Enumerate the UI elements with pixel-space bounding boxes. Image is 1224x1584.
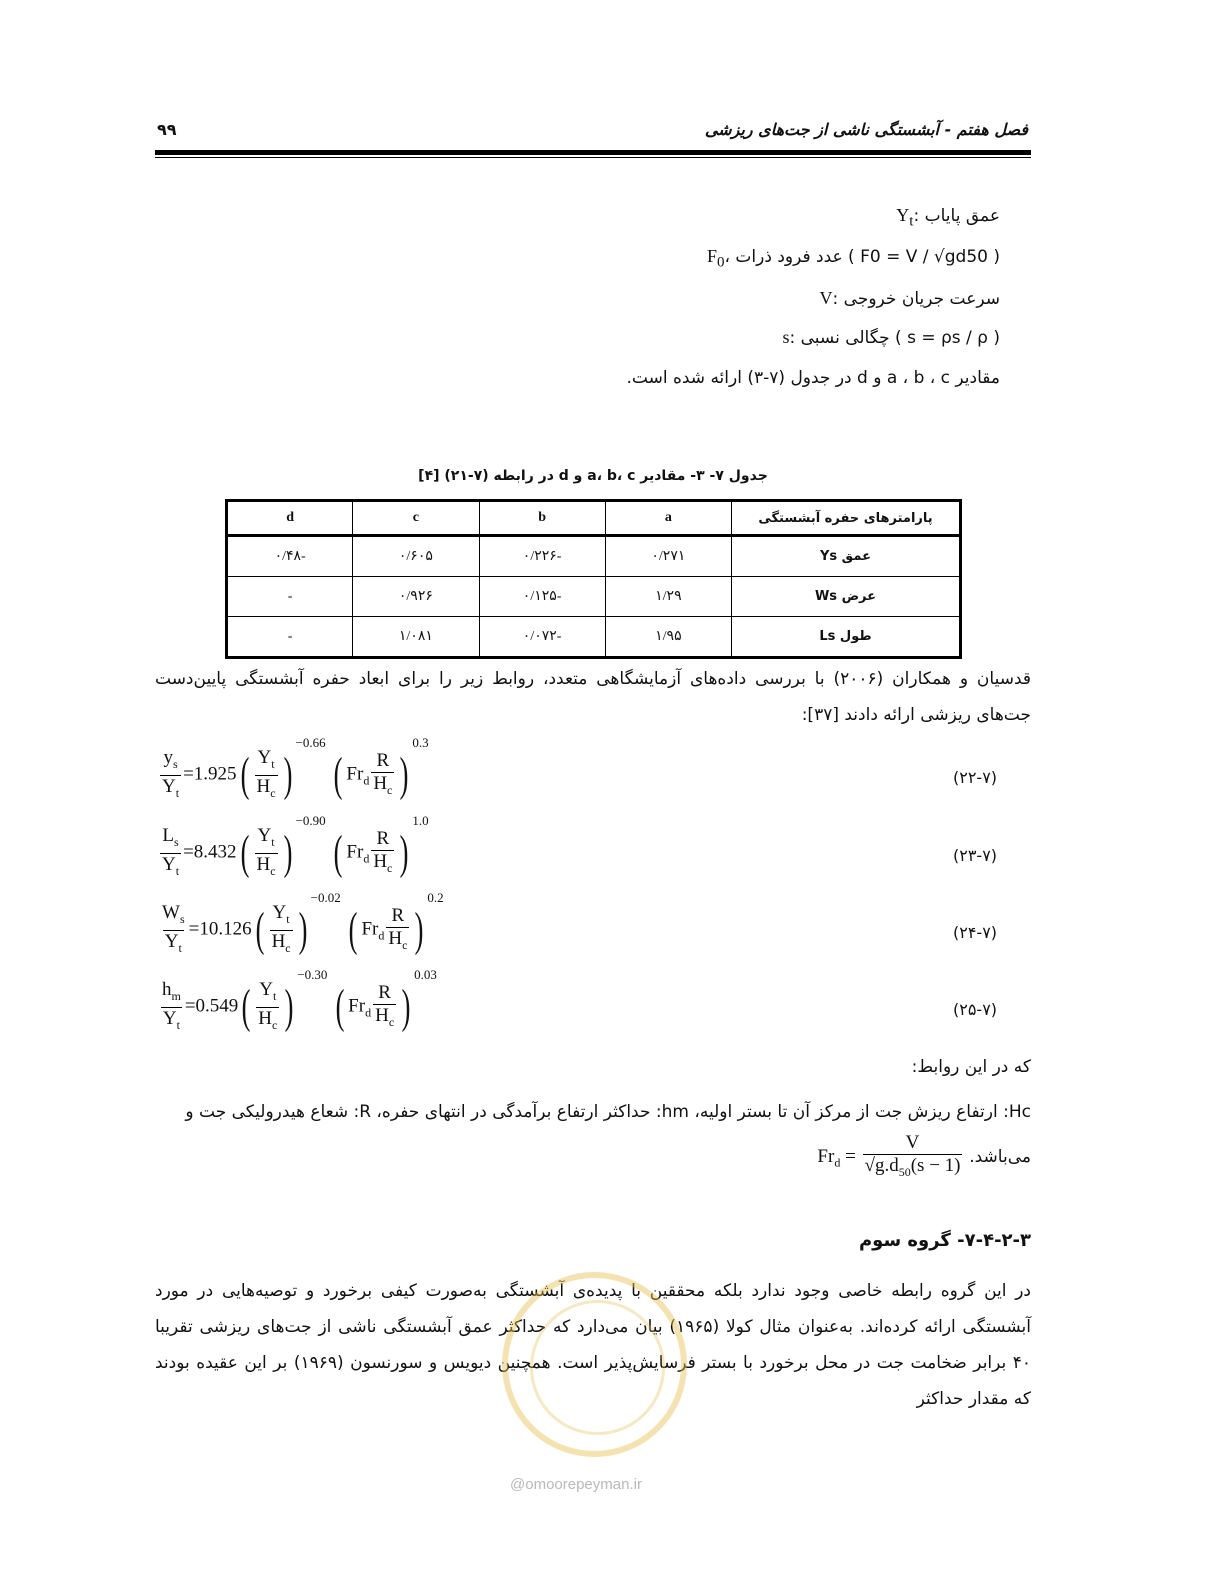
table-cell: - (227, 617, 353, 658)
table-row (227, 617, 961, 658)
header-rule-thick (155, 150, 1031, 155)
table-cell: ۰/۶۰۵ (353, 536, 479, 577)
table-row (227, 577, 961, 617)
table-row (227, 536, 961, 577)
page-number: ۹۹ (157, 120, 177, 139)
table-header-cell: پارامترهای حفره آبشستگی (732, 501, 961, 536)
paragraph-intro: قدسیان و همکاران (۲۰۰۶) با بررسی داده‌های آزمایشگاهی متعدد، روابط زیر را برای ابعاد حفره آبشستگی پایین‌دست جت‌های ریزشی ارائه دادند [۳۷]: (155, 669, 1031, 725)
table-cell: ۰/۲۷۱ (605, 536, 731, 577)
definition-f0: $F_0،$ عدد فرود ذرات ( F0 = V / √gd50 ) (707, 246, 1000, 271)
table-cell: ۱/۹۵ (605, 617, 731, 658)
equation-number: (۲۲-۷) (953, 768, 998, 787)
equation-number: (۲۴-۷) (953, 923, 998, 942)
table-cell: ۱/۰۸۱ (353, 617, 479, 658)
header-rule-thin (155, 157, 1031, 158)
watermark-url: @omoorepeyman.ir (510, 1476, 642, 1493)
paragraph-group3: در این گروه رابطه خاصی وجود ندارد بلکه محققین با پدیده‌ی آبشستگی به‌صورت کیفی برخورد و توصیه‌هایی در مورد آبشستگی ارائه کرده‌اند. به‌عنوان مثال کولا (۱۹۶۵) بیان می‌دارد که حداکثر عمق آبشستگی ناشی از جت‌های ریزشی تقریبا ۴۰ برابر ضخامت جت در محل برخورد با بستر فرسایش‌پذیر است. همچنین دیویس و سورنسون (۱۹۶۹) بر این عقیده بودند که مقدار حداکثر (155, 1281, 1031, 1409)
table-cell: عمق Ys (732, 536, 961, 577)
table-cell: -۰/۴۸ (227, 536, 353, 577)
chapter-title: فصل هفتم - آبشستگی ناشی از جت‌های ریزشی (704, 120, 1028, 139)
table-cell: ۰/۹۲۶ (353, 577, 479, 617)
table-cell: -۰/۲۲۶ (479, 536, 605, 577)
values-note: مقادیر a ، b ، c و d در جدول (۷-۳) ارائه شده است. (626, 368, 1000, 388)
table-cell: ۱/۲۹ (605, 577, 731, 617)
equation-25: $\frac{h_m}{Y_t}$ =0.549( $\frac{Y_t}{H_c}$ )$^{-0.30}$ ( $Fr_d$ $\frac{R}{H_c}$ )$^{0.03}$ (158, 979, 437, 1036)
equation-number: (۲۵-۷) (953, 1000, 998, 1019)
watermark-seal-icon (502, 1272, 687, 1457)
table-caption: جدول ۷- ۳- مقادیر a، b، c و d در رابطه (۷-۲۱) [۴] (418, 468, 768, 484)
table-cell: -۰/۰۷۲ (479, 617, 605, 658)
table-cell: طول Ls (732, 617, 961, 658)
table-cell: عرض Ws (732, 577, 961, 617)
where-label: که در این روابط: (911, 1057, 1031, 1077)
table-header-row (227, 501, 961, 536)
table-header-cell: a (605, 501, 731, 536)
table-header-cell: b (479, 501, 605, 536)
section-title: ۷-۴-۲-۳- گروه سوم (858, 1230, 1031, 1251)
definition-v: V: سرعت جریان خروجی (819, 288, 1000, 309)
frd-definition: می‌باشد. $Fr_d$ = $\frac{V}{√g.d_{50}(s - 1)}$ (817, 1132, 1031, 1183)
table-cell: -۰/۱۲۵ (479, 577, 605, 617)
table-header-cell: c (353, 501, 479, 536)
equation-24: $\frac{W_s}{Y_t}$ =10.126( $\frac{Y_t}{H_c}$ )$^{-0.02}$ ( $Fr_d$ $\frac{R}{H_c}$ )$^{0.2}$ (158, 902, 444, 959)
definition-yt: $Y_t$: عمق پایاب (896, 205, 1000, 230)
table-header-cell: d (227, 501, 353, 536)
symbols-line: Hc: ارتفاع ریزش جت از مرکز آن تا بستر اولیه، hm: حداکثر ارتفاع برآمدگی در انتهای حفره، R: شعاع هیدرولیکی جت و (185, 1102, 1031, 1122)
table-cell: - (227, 577, 353, 617)
equation-23: $\frac{L_s}{Y_t}$ =8.432( $\frac{Y_t}{H_c}$ )$^{-0.90}$ ( $Fr_d$ $\frac{R}{H_c}$ )$^{1.0}$ (158, 825, 429, 882)
coefficients-table (225, 499, 962, 659)
definition-s: s: چگالی نسبی ( s = ρs / ρ ) (782, 327, 1000, 348)
equation-22: $\frac{y_s}{Y_t}$ =1.925( $\frac{Y_t}{H_c}$ )$^{-0.66}$ ( $Fr_d$ $\frac{R}{H_c}$ )$^{0.3}$ (158, 747, 429, 804)
equation-number: (۲۳-۷) (953, 846, 998, 865)
